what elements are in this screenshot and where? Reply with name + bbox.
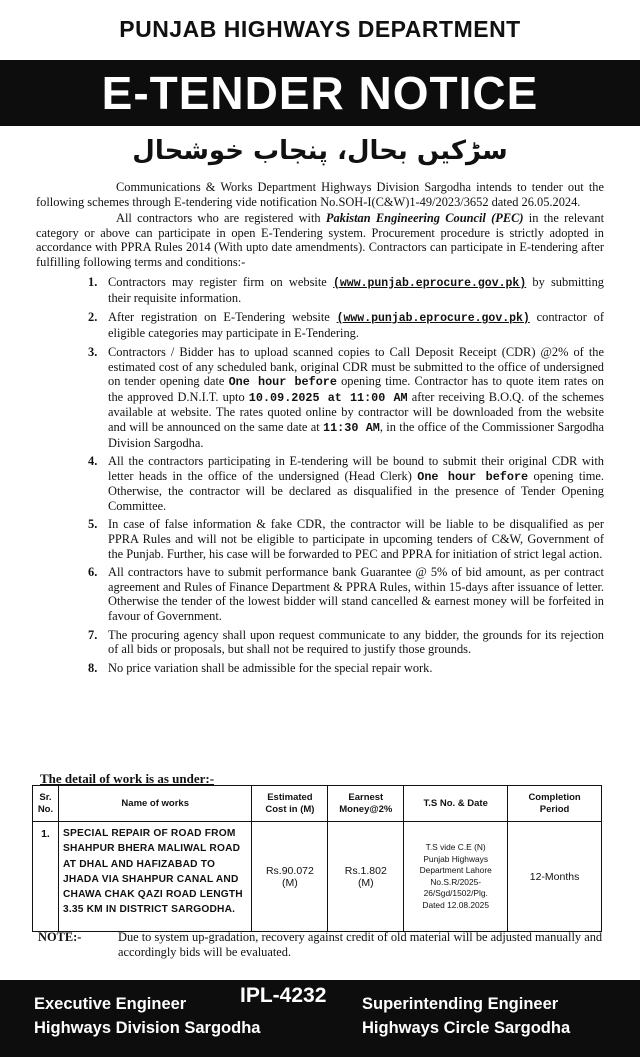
cell-ts: [404, 822, 508, 932]
term-number: 8.: [88, 660, 98, 675]
emphasis-text: One hour before: [417, 469, 529, 484]
cell-work-name: SPECIAL REPAIR OF ROAD FROM SHAHPUR BHERA MALIWAL ROAD AT DHAL AND HAFIZABAD TO JHADA VIA SHAHPUR CANAL AND CHAWA CHAK QAZI ROAD LENGTH 3.35 KM IN DISTRICT SARGODHA.: [58, 822, 252, 932]
cell-sr: 1.: [33, 822, 59, 932]
notice-body: [36, 180, 604, 675]
table-row: [33, 822, 602, 932]
cost-unit: (M): [282, 876, 298, 889]
pec-name: Pakistan Engineering Council (PEC): [325, 211, 524, 226]
term-number: 6.: [88, 565, 98, 580]
term-item: [36, 345, 604, 450]
ts-line: Dated 12.08.2025: [422, 899, 489, 910]
term-text: No price variation shall be admissible for the special repair work.: [108, 660, 433, 675]
term-item: [36, 454, 604, 513]
works-heading: The detail of work is as under:-: [40, 771, 215, 786]
term-number: 2.: [88, 309, 98, 324]
term-fragment: after receiving B.O.Q. of the schemes available at website. The rates quoted online by contractor will be downloaded from the website and will be announced on the same date at: [108, 389, 604, 434]
cell-period: 12-Months: [508, 822, 602, 932]
urdu-slogan: سڑکیں بحال، پنجاب خوشحال: [132, 136, 508, 166]
term-fragment: All the contractors participating in E-tendering will be bound to submit their original CDR with letter heads in the office of the undersigned (Head Clerk): [108, 454, 604, 483]
header-ts: T.S No. & Date: [404, 786, 508, 822]
note: [38, 930, 604, 960]
header-text: Cost in (M): [265, 803, 315, 815]
ts-line: T.S vide C.E (N): [425, 842, 486, 852]
header-text: Estimated: [267, 791, 313, 803]
intro-text: All contractors who are registered with: [116, 211, 326, 226]
ts-line: Department Lahore: [419, 865, 492, 875]
ipl-code: IPL-4232: [240, 984, 327, 1007]
footer-left: [34, 992, 260, 1040]
header-text: Period: [539, 803, 570, 815]
header-text: No.: [37, 803, 54, 815]
header-period: [508, 786, 602, 822]
term-fragment: opening time. Otherwise, the contractor will be declared as disqualified in the presence of Tender Opening Committee.: [108, 468, 604, 513]
term-text: [108, 310, 604, 341]
ts-line: 26/Sgd/1502/Plg.: [423, 888, 488, 898]
header-text: Completion: [528, 791, 581, 803]
deadline-date: 10.09.2025 at 11:00 AM: [248, 390, 408, 405]
earnest-value: Rs.1.802: [344, 864, 387, 877]
eprocure-link[interactable]: (www.punjab.eprocure.gov.pk): [332, 276, 527, 290]
ts-line: Punjab Highways: [423, 853, 489, 864]
header-text: Sr.: [39, 791, 52, 803]
term-item: [36, 565, 604, 623]
term-number: 1.: [88, 274, 98, 289]
works-table: [32, 785, 602, 932]
intro-paragraph-2: [36, 211, 604, 269]
term-fragment: by submitting their requisite information.: [108, 274, 604, 306]
term-fragment: Contractors may register firm on website: [108, 274, 333, 289]
term-number: 3.: [88, 344, 98, 359]
term-fragment: Contractors / Bidder has to upload scanned copies to Call Deposit Receipt (CDR) @2% of the estimated cost of any scheduled bank, original CDR must be submitted to the office of undersigned on tender opening date: [108, 344, 604, 389]
header-name: Name of works: [58, 786, 252, 822]
term-fragment: opening time. Contractor has to quote item rates on the approved D.N.I.T. upto: [108, 374, 604, 404]
note-label: NOTE:-: [38, 930, 82, 944]
header-text: Earnest: [348, 791, 384, 803]
cell-earnest: [328, 822, 404, 932]
left-signatory-office: Highways Division Sargodha: [34, 1019, 261, 1037]
term-text: All contractors have to submit performance bank Guarantee @ 5% of bid amount, as per contract agreement and Rules of Finance Department & PPRA Rules, within 15-days after issuance of letter. Otherwise the tender of the lowest bidder will stand cancelled & earnest money will be forfeited in favour of Government.: [108, 565, 604, 624]
term-number: 7.: [88, 627, 98, 642]
term-item: [36, 310, 604, 341]
term-fragment: contractor of eligible categories may participate in E-Tendering.: [108, 309, 604, 341]
term-text: [108, 454, 604, 513]
terms-list: [36, 275, 604, 676]
term-text: In case of false information & fake CDR, the contractor will be liable to be disqualified as per PPRA Rules and will not be eligible to participate in upcoming tenders of C&W, Government of the Punjab. Further, his case will be forwarded to PEC and PPRA for initiation of strict legal action.: [108, 517, 604, 561]
header-earnest: [328, 786, 404, 822]
notice-title: E-TENDER NOTICE: [0, 60, 640, 126]
header-sr: [33, 786, 59, 822]
term-text: [108, 345, 604, 450]
term-number: 4.: [88, 454, 98, 469]
cell-cost: [252, 822, 328, 932]
footer-right: [362, 992, 570, 1040]
emphasis-text: One hour before: [228, 375, 337, 390]
term-item: [36, 275, 604, 306]
term-item: [36, 628, 604, 657]
table-header-row: [33, 786, 602, 822]
ts-line: No.S.R/2025-: [430, 876, 482, 887]
intro-paragraph-1: Communications & Works Department Highways Division Sargodha intends to tender out the following schemes through E-tendering vide notification No.SOH-I(C&W)1-49/2023/3652 dated 26.05.2024.: [36, 180, 604, 209]
term-text: [108, 275, 604, 306]
opening-time: 11:30 AM: [323, 420, 380, 435]
header-text: Money@2%: [339, 803, 393, 815]
department-name: PUNJAB HIGHWAYS DEPARTMENT: [119, 16, 521, 42]
footer-bar: [0, 980, 640, 1057]
intro-text: in the relevant category or above can participate in open E-Tendering system. Procurement procedure is strictly adopted in accordance with PPRA Rules 2014 (With upto date amendments). Contractors can participate in E-tendering after fulfilling following terms and conditions:-: [36, 211, 605, 269]
header-cost: [252, 786, 328, 822]
term-fragment: After registration on E-Tendering website: [108, 309, 337, 324]
term-fragment: , in the office of the Commissioner Sargodha Division Sargodha.: [108, 419, 605, 450]
earnest-unit: (M): [357, 876, 374, 889]
left-signatory-title: Executive Engineer: [34, 995, 187, 1013]
right-signatory-office: Highways Circle Sargodha: [362, 1019, 571, 1037]
eprocure-link[interactable]: (www.punjab.eprocure.gov.pk): [336, 311, 530, 325]
term-item: [36, 517, 604, 561]
term-item: [36, 661, 604, 676]
note-text: Due to system up-gradation, recovery against credit of old material will be adjusted manually and accordingly bids will be evaluated.: [118, 930, 603, 959]
term-number: 5.: [88, 517, 98, 532]
cost-value: Rs.90.072: [265, 864, 314, 877]
right-signatory-title: Superintending Engineer: [362, 995, 559, 1013]
term-text: The procuring agency shall upon request communicate to any bidder, the grounds for its rejection of all bids or proposals, but shall not be required to justify those grounds.: [108, 627, 604, 657]
